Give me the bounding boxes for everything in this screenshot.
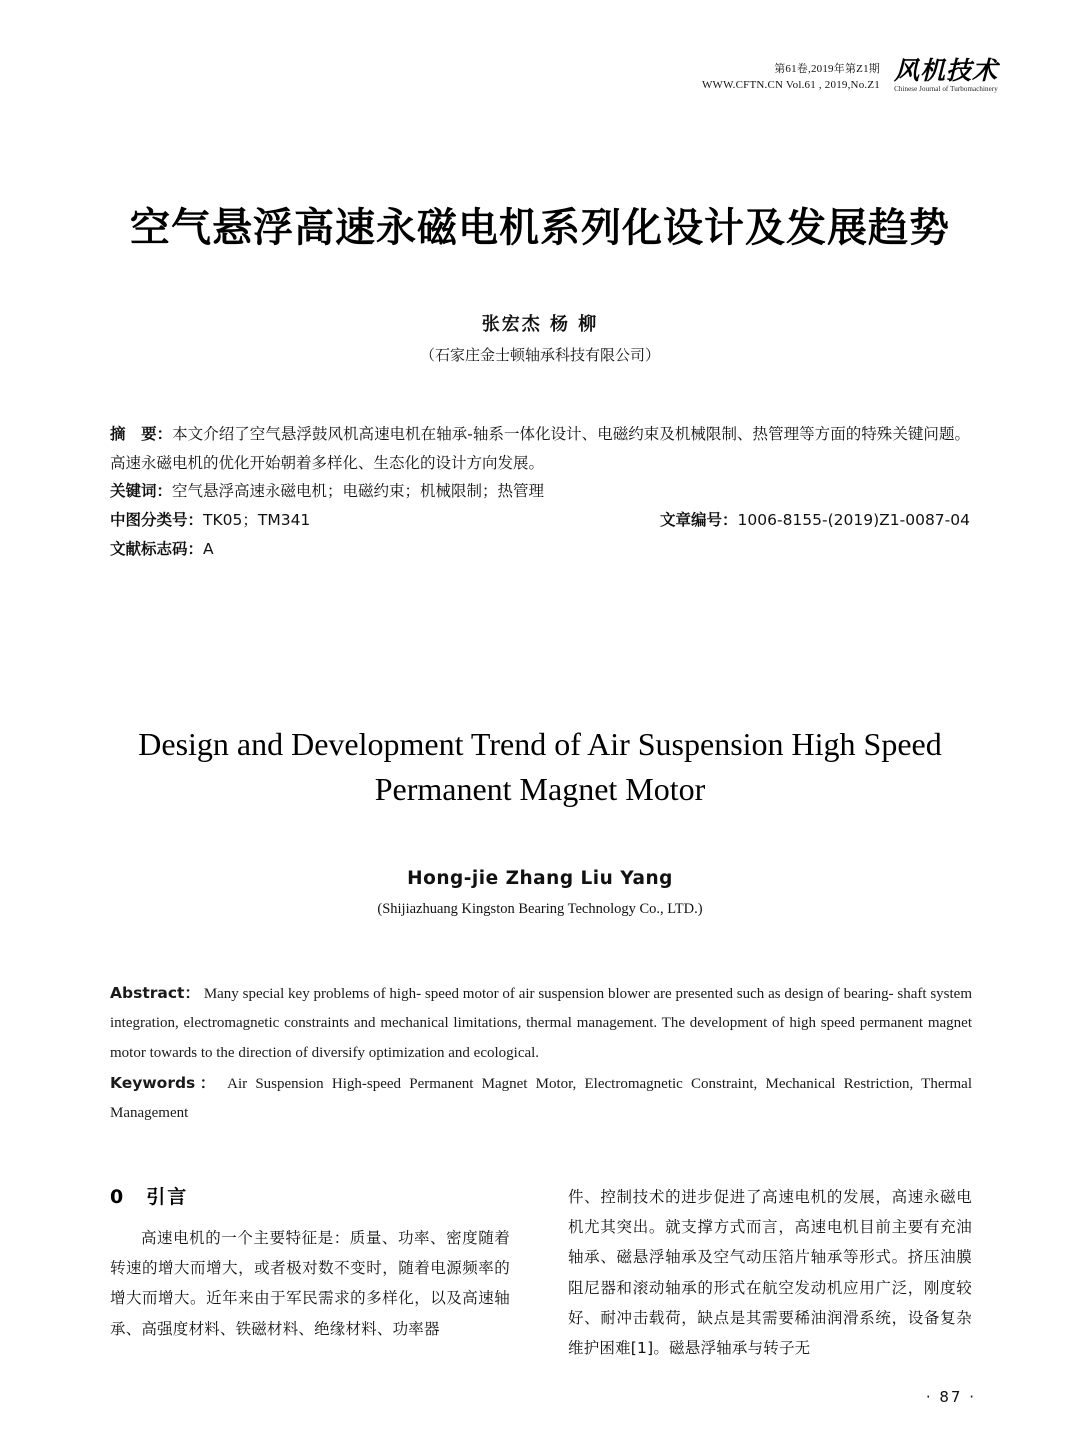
affiliation-cn: （石家庄金士顿轴承科技有限公司） bbox=[419, 346, 660, 364]
masthead-volume-en: WWW.CFTN.CN Vol.61 , 2019,No.Z1 bbox=[701, 79, 880, 92]
abstract-text-en: Many special key problems of high- speed motor of air suspension blower are presented such as design of bearing- shaft system integration, electromagnetic constraints and mechanical limitations, thermal management. The development of high speed permanent magnet motor towards to the direction of diversify optimization and ecological. bbox=[110, 986, 972, 1061]
page-title-en: Design and Development Trend of Air Suspension High Speed Permanent Magnet Motor bbox=[138, 726, 942, 808]
journal-masthead bbox=[702, 58, 998, 94]
journal-logo-cn-text: 风机技术 bbox=[893, 56, 998, 85]
body-paragraph-right: 件、控制技术的进步促进了高速电机的发展，高速永磁电机尤其突出。就支撑方式而言，高速电机目前主要有充油轴承、磁悬浮轴承及空气动压箔片轴承等形式。挤压油膜阻尼器和滚动轴承的形式在航空发动机应用广泛，刚度较好、耐冲击载荷，缺点是其需要稀油润滑系统，设备复杂维护困难[1]。磁悬浮轴承与转子无 bbox=[568, 1188, 972, 1358]
clc-label: 中图分类号： bbox=[110, 511, 204, 530]
document-code bbox=[110, 535, 970, 564]
affiliation-en: (Shijiazhuang Kingston Bearing Technology Co., LTD.) bbox=[377, 901, 703, 917]
masthead-text bbox=[702, 61, 880, 94]
abstract-block-en bbox=[110, 978, 972, 1128]
clc-value: TK05；TM341 bbox=[203, 511, 311, 530]
keywords-en bbox=[110, 1068, 972, 1129]
page-title-cn: 空气悬浮高速永磁电机系列化设计及发展趋势 bbox=[130, 205, 950, 251]
page-number: · 87 · bbox=[925, 1388, 976, 1406]
body-column-right bbox=[568, 1182, 972, 1363]
masthead-volume-cn: 第61卷,2019年第Z1期 bbox=[774, 62, 880, 75]
abstract-label-en: Abstract： bbox=[110, 984, 201, 1002]
authors-cn: 张宏杰 杨 柳 bbox=[481, 314, 599, 335]
abstract-label-cn: 摘 要： bbox=[110, 425, 173, 443]
clc-cn bbox=[110, 506, 310, 535]
keywords-text-cn: 空气悬浮高速永磁电机；电磁约束；机械限制；热管理 bbox=[172, 482, 545, 501]
abstract-block-cn bbox=[110, 420, 970, 563]
article-number bbox=[660, 506, 970, 535]
document-code-value: A bbox=[203, 539, 214, 558]
journal-logo-en-text: Chinese Journal of Turbomachinery bbox=[894, 85, 998, 94]
keywords-text-en: Air Suspension High-speed Permanent Magnet Motor, Electromagnetic Constraint, Mechanical Restriction, Thermal Management bbox=[110, 1075, 972, 1121]
section-heading-introduction: 0 引言 bbox=[110, 1186, 189, 1208]
body-paragraph-left: 高速电机的一个主要特征是：质量、功率、密度随着转速的增大而增大，或者极对数不变时，随着电源频率的增大而增大。近年来由于军民需求的多样化，以及高速轴承、高强度材料、铁磁材料、绝缘材料、功率器 bbox=[110, 1229, 510, 1338]
keywords-cn bbox=[110, 477, 970, 506]
article-number-label: 文章编号： bbox=[660, 511, 738, 530]
document-code-label: 文献标志码： bbox=[110, 539, 204, 558]
clc-row bbox=[110, 506, 970, 535]
body-column-left bbox=[110, 1182, 510, 1344]
keywords-label-cn: 关键词： bbox=[110, 482, 173, 501]
keywords-label-en: Keywords： bbox=[110, 1073, 220, 1092]
abstract-en bbox=[110, 978, 972, 1068]
authors-en: Hong-jie Zhang Liu Yang bbox=[407, 868, 673, 889]
abstract-cn bbox=[110, 420, 970, 477]
journal-logo bbox=[894, 58, 998, 94]
abstract-text-cn: 本文介绍了空气悬浮鼓风机高速电机在轴承-轴系一体化设计、电磁约束及机械限制、热管理等方面的特殊关键问题。高速永磁电机的优化开始朝着多样化、生态化的设计方向发展。 bbox=[110, 425, 970, 472]
article-number-value: 1006-8155-(2019)Z1-0087-04 bbox=[737, 511, 970, 530]
